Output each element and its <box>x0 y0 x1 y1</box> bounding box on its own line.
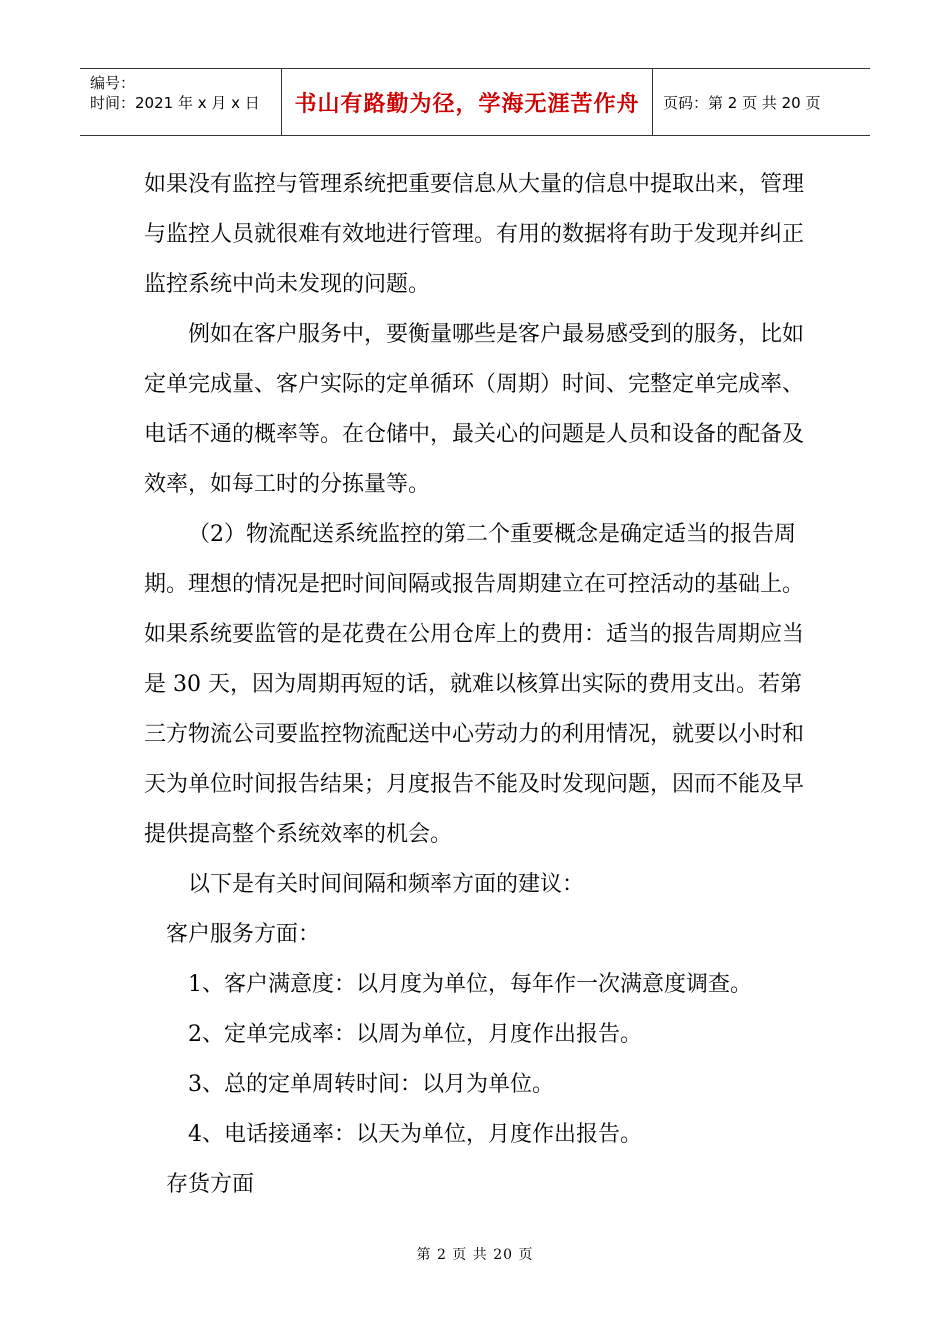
paragraph-3: （2）物流配送系统监控的第二个重要概念是确定适当的报告周期。理想的情况是把时间间隔或报告周期建立在可控活动的基础上。如果系统要监管的是花费在公用仓库上的费用：适当的报告周期应当是 30 天，因为周期再短的话，就难以核算出实际的费用支出。若第三方物流公司要监控物流配送中心劳动力的利用情况，就要以小时和天为单位时间报告结果；月度报告不能及时发现问题，因而不能及早提供提高整个系统效率的机会。 <box>144 522 805 847</box>
section-heading-inventory: 存货方面 <box>166 1172 255 1197</box>
date-label: 时间：2021 年 x 月 x 日 <box>90 94 260 112</box>
paragraph-2: 例如在客户服务中，要衡量哪些是客户最易感受到的服务，比如定单完成量、客户实际的定单循环（周期）时间、完整定单完成率、电话不通的概率等。在仓储中，最关心的问题是人员和设备的配备及效率，如每工时的分拣量等。 <box>144 322 805 497</box>
section-heading-customer-service: 客户服务方面： <box>166 922 321 947</box>
list-item: 4、电话接通率：以天为单位，月度作出报告。 <box>188 1122 642 1147</box>
page-header <box>80 68 870 136</box>
header-page-info: 页码：第 2 页 共 20 页 <box>663 93 821 112</box>
serial-label: 编号： <box>90 74 136 92</box>
list-item: 1、客户满意度：以月度为单位，每年作一次满意度调查。 <box>188 972 752 997</box>
paragraph-4: 以下是有关时间间隔和频率方面的建议： <box>188 872 585 897</box>
page-footer: 第 2 页 共 20 页 <box>416 1247 534 1263</box>
paragraph-1: 如果没有监控与管理系统把重要信息从大量的信息中提取出来，管理与监控人员就很难有效地进行管理。有用的数据将有助于发现并纠正监控系统中尚未发现的问题。 <box>144 172 805 297</box>
list-item: 2、定单完成率：以周为单位，月度作出报告。 <box>188 1022 642 1047</box>
document-body <box>144 160 809 1210</box>
header-meta <box>80 69 282 135</box>
list-item: 3、总的定单周转时间：以月为单位。 <box>188 1072 554 1097</box>
header-motto: 书山有路勤为径，学海无涯苦作舟 <box>282 69 653 135</box>
